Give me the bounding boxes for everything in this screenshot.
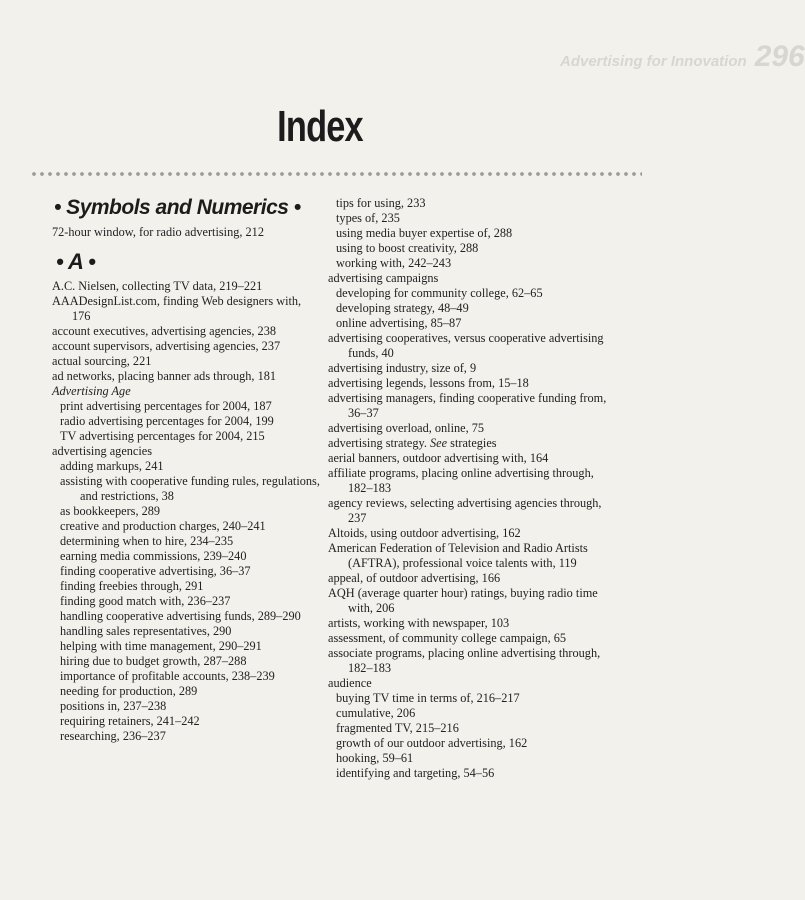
- index-column-right: [328, 196, 618, 781]
- index-entry: advertising industry, size of, 9: [328, 361, 477, 375]
- entry-text: advertising strategy.: [328, 436, 430, 450]
- index-subentry: TV advertising percentages for 2004, 215: [60, 429, 265, 443]
- index-subentry: helping with time management, 290–291: [60, 639, 262, 653]
- index-entry: AAADesignList.com, finding Web designers with, 176: [52, 294, 302, 323]
- index-subentry: using to boost creativity, 288: [336, 241, 479, 255]
- index-subentry: researching, 236–237: [60, 729, 166, 743]
- index-subentry: requiring retainers, 241–242: [60, 714, 200, 728]
- index-subentry: identifying and targeting, 54–56: [336, 766, 495, 780]
- index-subentry: hiring due to budget growth, 287–288: [60, 654, 247, 668]
- index-entry: aerial banners, outdoor advertising with, 164: [328, 451, 549, 465]
- index-subentry: using media buyer expertise of, 288: [336, 226, 513, 240]
- index-subentry: working with, 242–243: [336, 256, 452, 270]
- index-entry: [328, 436, 618, 451]
- index-entry: affiliate programs, placing online advertising through, 182–183: [328, 466, 594, 495]
- index-subentry: importance of profitable accounts, 238–239: [60, 669, 275, 683]
- index-subentry: adding markups, 241: [60, 459, 164, 473]
- index-entry: advertising overload, online, 75: [328, 421, 485, 435]
- section-heading-symbols: • Symbols and Numerics •: [54, 196, 301, 219]
- index-subentry: growth of our outdoor advertising, 162: [336, 736, 528, 750]
- dotted-divider: [30, 171, 642, 177]
- index-subentry: handling sales representatives, 290: [60, 624, 232, 638]
- index-entry: advertising cooperatives, versus cooperative advertising funds, 40: [328, 331, 604, 360]
- index-entry: audience: [328, 676, 372, 690]
- facing-page-header: [560, 40, 805, 74]
- index-subentry: handling cooperative advertising funds, 289–290: [60, 609, 301, 623]
- index-subentry: positions in, 237–238: [60, 699, 167, 713]
- index-entry: advertising agencies: [52, 444, 153, 458]
- page-title: Index: [277, 102, 363, 151]
- index-subentry: finding good match with, 236–237: [60, 594, 231, 608]
- index-column-left: [52, 198, 320, 744]
- index-subentry: as bookkeepers, 289: [60, 504, 161, 518]
- index-entry: A.C. Nielsen, collecting TV data, 219–221: [52, 279, 263, 293]
- index-entry: appeal, of outdoor advertising, 166: [328, 571, 501, 585]
- index-entry: Altoids, using outdoor advertising, 162: [328, 526, 521, 540]
- index-entry: ad networks, placing banner ads through, 181: [52, 369, 277, 383]
- index-subentry: finding cooperative advertising, 36–37: [60, 564, 251, 578]
- index-entry: account supervisors, advertising agencies, 237: [52, 339, 281, 353]
- index-subentry: earning media commissions, 239–240: [60, 549, 247, 563]
- index-subentry: assisting with cooperative funding rules, regulations, and restrictions, 38: [60, 474, 320, 503]
- index-entry: actual sourcing, 221: [52, 354, 152, 368]
- index-entry: AQH (average quarter hour) ratings, buying radio time with, 206: [328, 586, 598, 615]
- index-entry: American Federation of Television and Radio Artists (AFTRA), professional voice talents with, 119: [328, 541, 588, 570]
- entry-text: strategies: [447, 436, 497, 450]
- index-subentry: cumulative, 206: [336, 706, 416, 720]
- index-subentry: radio advertising percentages for 2004, 199: [60, 414, 274, 428]
- index-entry: Advertising Age: [52, 384, 131, 398]
- index-subentry: online advertising, 85–87: [336, 316, 462, 330]
- index-subentry: creative and production charges, 240–241: [60, 519, 266, 533]
- index-subentry: needing for production, 289: [60, 684, 198, 698]
- index-entry: account executives, advertising agencies, 238: [52, 324, 276, 338]
- section-heading-a: • A •: [56, 249, 96, 274]
- index-entry: associate programs, placing online advertising through, 182–183: [328, 646, 601, 675]
- index-subentry: developing for community college, 62–65: [336, 286, 543, 300]
- index-entry: advertising managers, finding cooperative funding from, 36–37: [328, 391, 607, 420]
- index-subentry: developing strategy, 48–49: [336, 301, 469, 315]
- index-entry: assessment, of community college campaign, 65: [328, 631, 567, 645]
- index-subentry: types of, 235: [336, 211, 400, 225]
- index-subentry: finding freebies through, 291: [60, 579, 204, 593]
- facing-page-number: 296: [754, 40, 805, 73]
- index-entry: 72-hour window, for radio advertising, 212: [52, 225, 264, 239]
- index-entry: advertising campaigns: [328, 271, 439, 285]
- index-subentry: hooking, 59–61: [336, 751, 414, 765]
- index-entry: advertising legends, lessons from, 15–18: [328, 376, 529, 390]
- index-subentry: fragmented TV, 215–216: [336, 721, 459, 735]
- see-reference: See: [430, 436, 448, 450]
- index-subentry: determining when to hire, 234–235: [60, 534, 234, 548]
- index-subentry: buying TV time in terms of, 216–217: [336, 691, 520, 705]
- index-entry: artists, working with newspaper, 103: [328, 616, 510, 630]
- index-entry: agency reviews, selecting advertising agencies through, 237: [328, 496, 602, 525]
- facing-page-title: Advertising for Innovation: [560, 53, 747, 70]
- index-subentry: tips for using, 233: [336, 196, 426, 210]
- index-subentry: print advertising percentages for 2004, 187: [60, 399, 272, 413]
